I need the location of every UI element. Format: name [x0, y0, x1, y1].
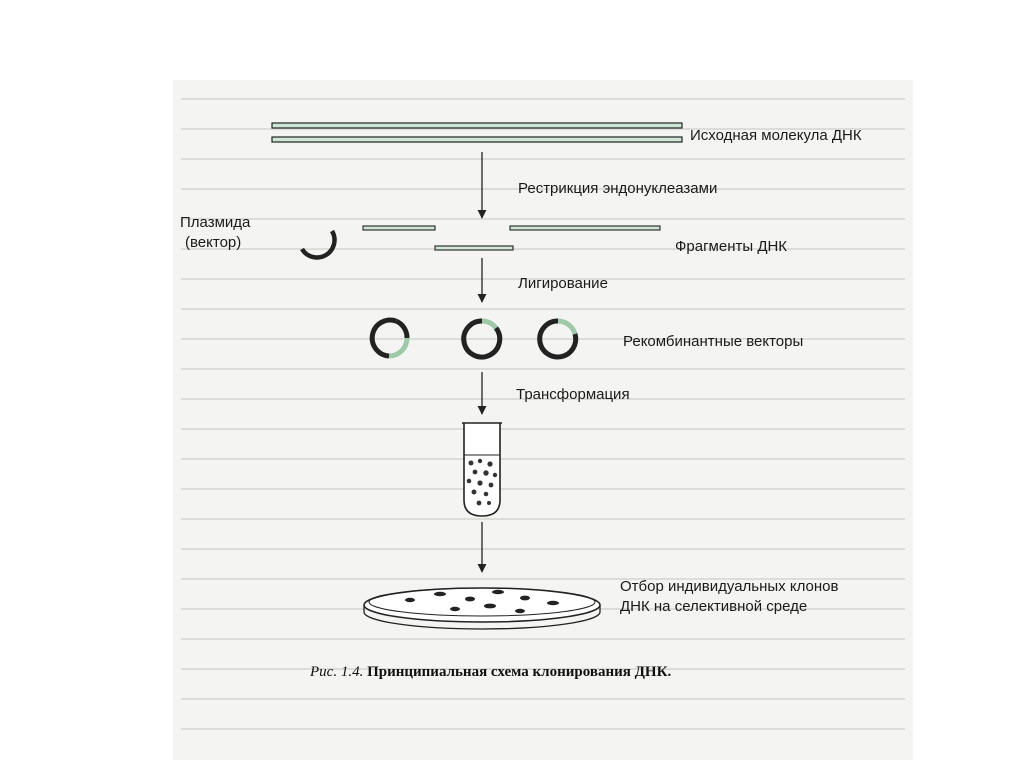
caption-prefix: Рис. 1.4. — [310, 664, 364, 680]
plasmid-vector — [302, 231, 334, 257]
dna-fragment — [510, 226, 660, 230]
source-dna-molecule — [272, 123, 682, 142]
label-vector: (вектор) — [185, 234, 242, 251]
dna-fragment — [435, 246, 513, 250]
recombinant-vector — [372, 320, 407, 356]
label-selection-line2: ДНК на селективной среде — [620, 598, 808, 615]
petri-dish-icon — [364, 588, 600, 629]
label-restriction: Рестрикция эндонуклеазами — [518, 180, 718, 197]
figure-caption — [310, 664, 671, 681]
recombinant-vector — [464, 321, 500, 357]
label-ligation: Лигирование — [518, 275, 608, 292]
label-recombinant: Рекомбинантные векторы — [623, 333, 804, 350]
dna-fragment — [363, 226, 435, 230]
recombinant-vector — [540, 321, 576, 357]
recombinant-vectors — [372, 320, 576, 357]
label-transformation: Трансформация — [516, 386, 630, 403]
label-fragments: Фрагменты ДНК — [675, 238, 788, 255]
label-plasmid: Плазмида — [180, 214, 251, 231]
caption-text: Принципиальная схема клонирования ДНК. — [367, 664, 672, 680]
label-source-dna: Исходная молекула ДНК — [690, 127, 862, 144]
label-selection-line1: Отбор индивидуальных клонов — [620, 578, 839, 595]
test-tube-icon — [462, 423, 502, 516]
dna-fragments — [363, 226, 660, 250]
